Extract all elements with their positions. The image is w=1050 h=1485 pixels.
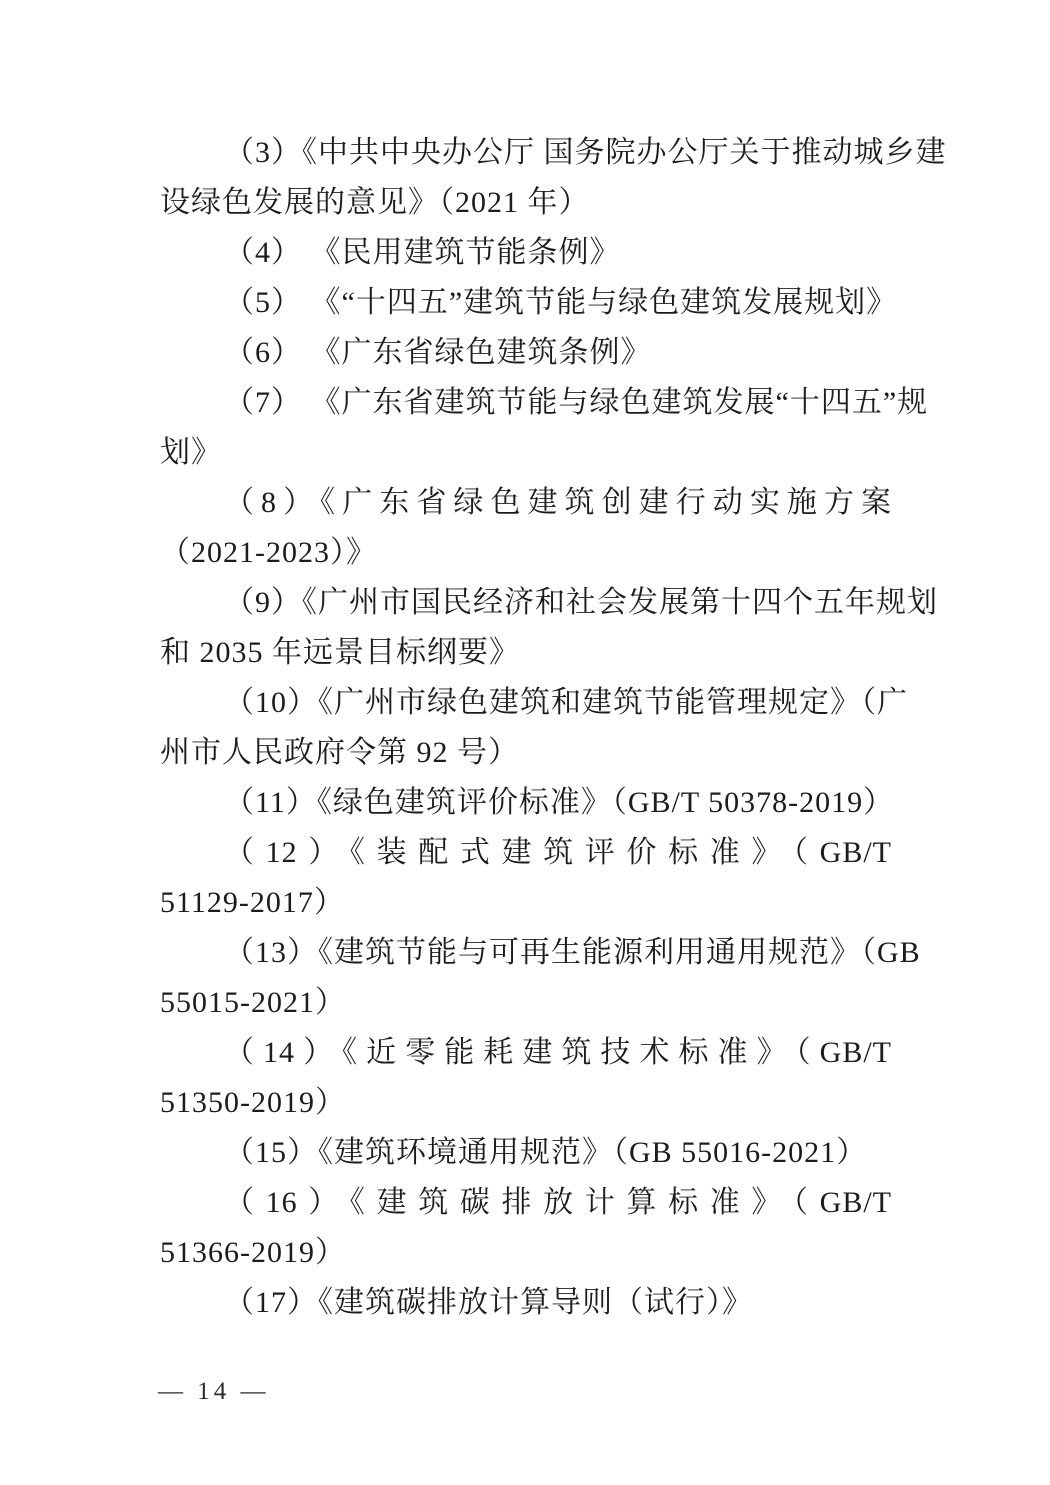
text-line: （3）《中共中央办公厅 国务院办公厅关于推动城乡建	[224, 136, 947, 169]
text-line: （14）《近零能耗建筑技术标准》（GB/T	[224, 1036, 892, 1069]
text-line: 设绿色发展的意见》（2021 年）	[160, 186, 590, 219]
text-line: （6） 《广东省绿色建筑条例》	[224, 336, 652, 369]
text-line: （2021-2023）》	[160, 536, 377, 569]
text-line: （9）《广州市国民经济和社会发展第十四个五年规划	[224, 586, 938, 619]
text-line: 51366-2019）	[160, 1236, 346, 1269]
text-line: （12）《装配式建筑评价标准》（GB/T	[224, 836, 892, 869]
text-line: （5） 《“十四五”建筑节能与绿色建筑发展规划》	[224, 286, 898, 319]
text-line: 51129-2017）	[160, 886, 345, 919]
text-line: 51350-2019）	[160, 1086, 346, 1119]
text-line: 和 2035 年远景目标纲要》	[160, 636, 520, 669]
text-line: （11）《绿色建筑评价标准》（GB/T 50378-2019）	[224, 786, 895, 819]
text-line: （17）《建筑碳排放计算导则（试行）》	[224, 1286, 753, 1319]
page-number: — 14 —	[158, 1378, 270, 1405]
reference-list	[160, 128, 947, 1328]
text-line: （10）《广州市绿色建筑和建筑节能管理规定》（广	[224, 686, 908, 719]
text-line: 划》	[160, 436, 222, 469]
text-line: （13）《建筑节能与可再生能源利用通用规范》（GB	[224, 936, 921, 969]
text-line: （15）《建筑环境通用规范》（GB 55016-2021）	[224, 1136, 868, 1169]
text-line: （8）《广东省绿色建筑创建行动实施方案	[224, 486, 892, 519]
text-line: （16）《建筑碳排放计算标准》（GB/T	[224, 1186, 892, 1219]
text-line: （7） 《广东省建筑节能与绿色建筑发展“十四五”规	[224, 386, 929, 419]
text-line: 55015-2021）	[160, 986, 346, 1019]
text-line: 州市人民政府令第 92 号）	[160, 736, 519, 769]
text-line: （4） 《民用建筑节能条例》	[224, 236, 621, 269]
